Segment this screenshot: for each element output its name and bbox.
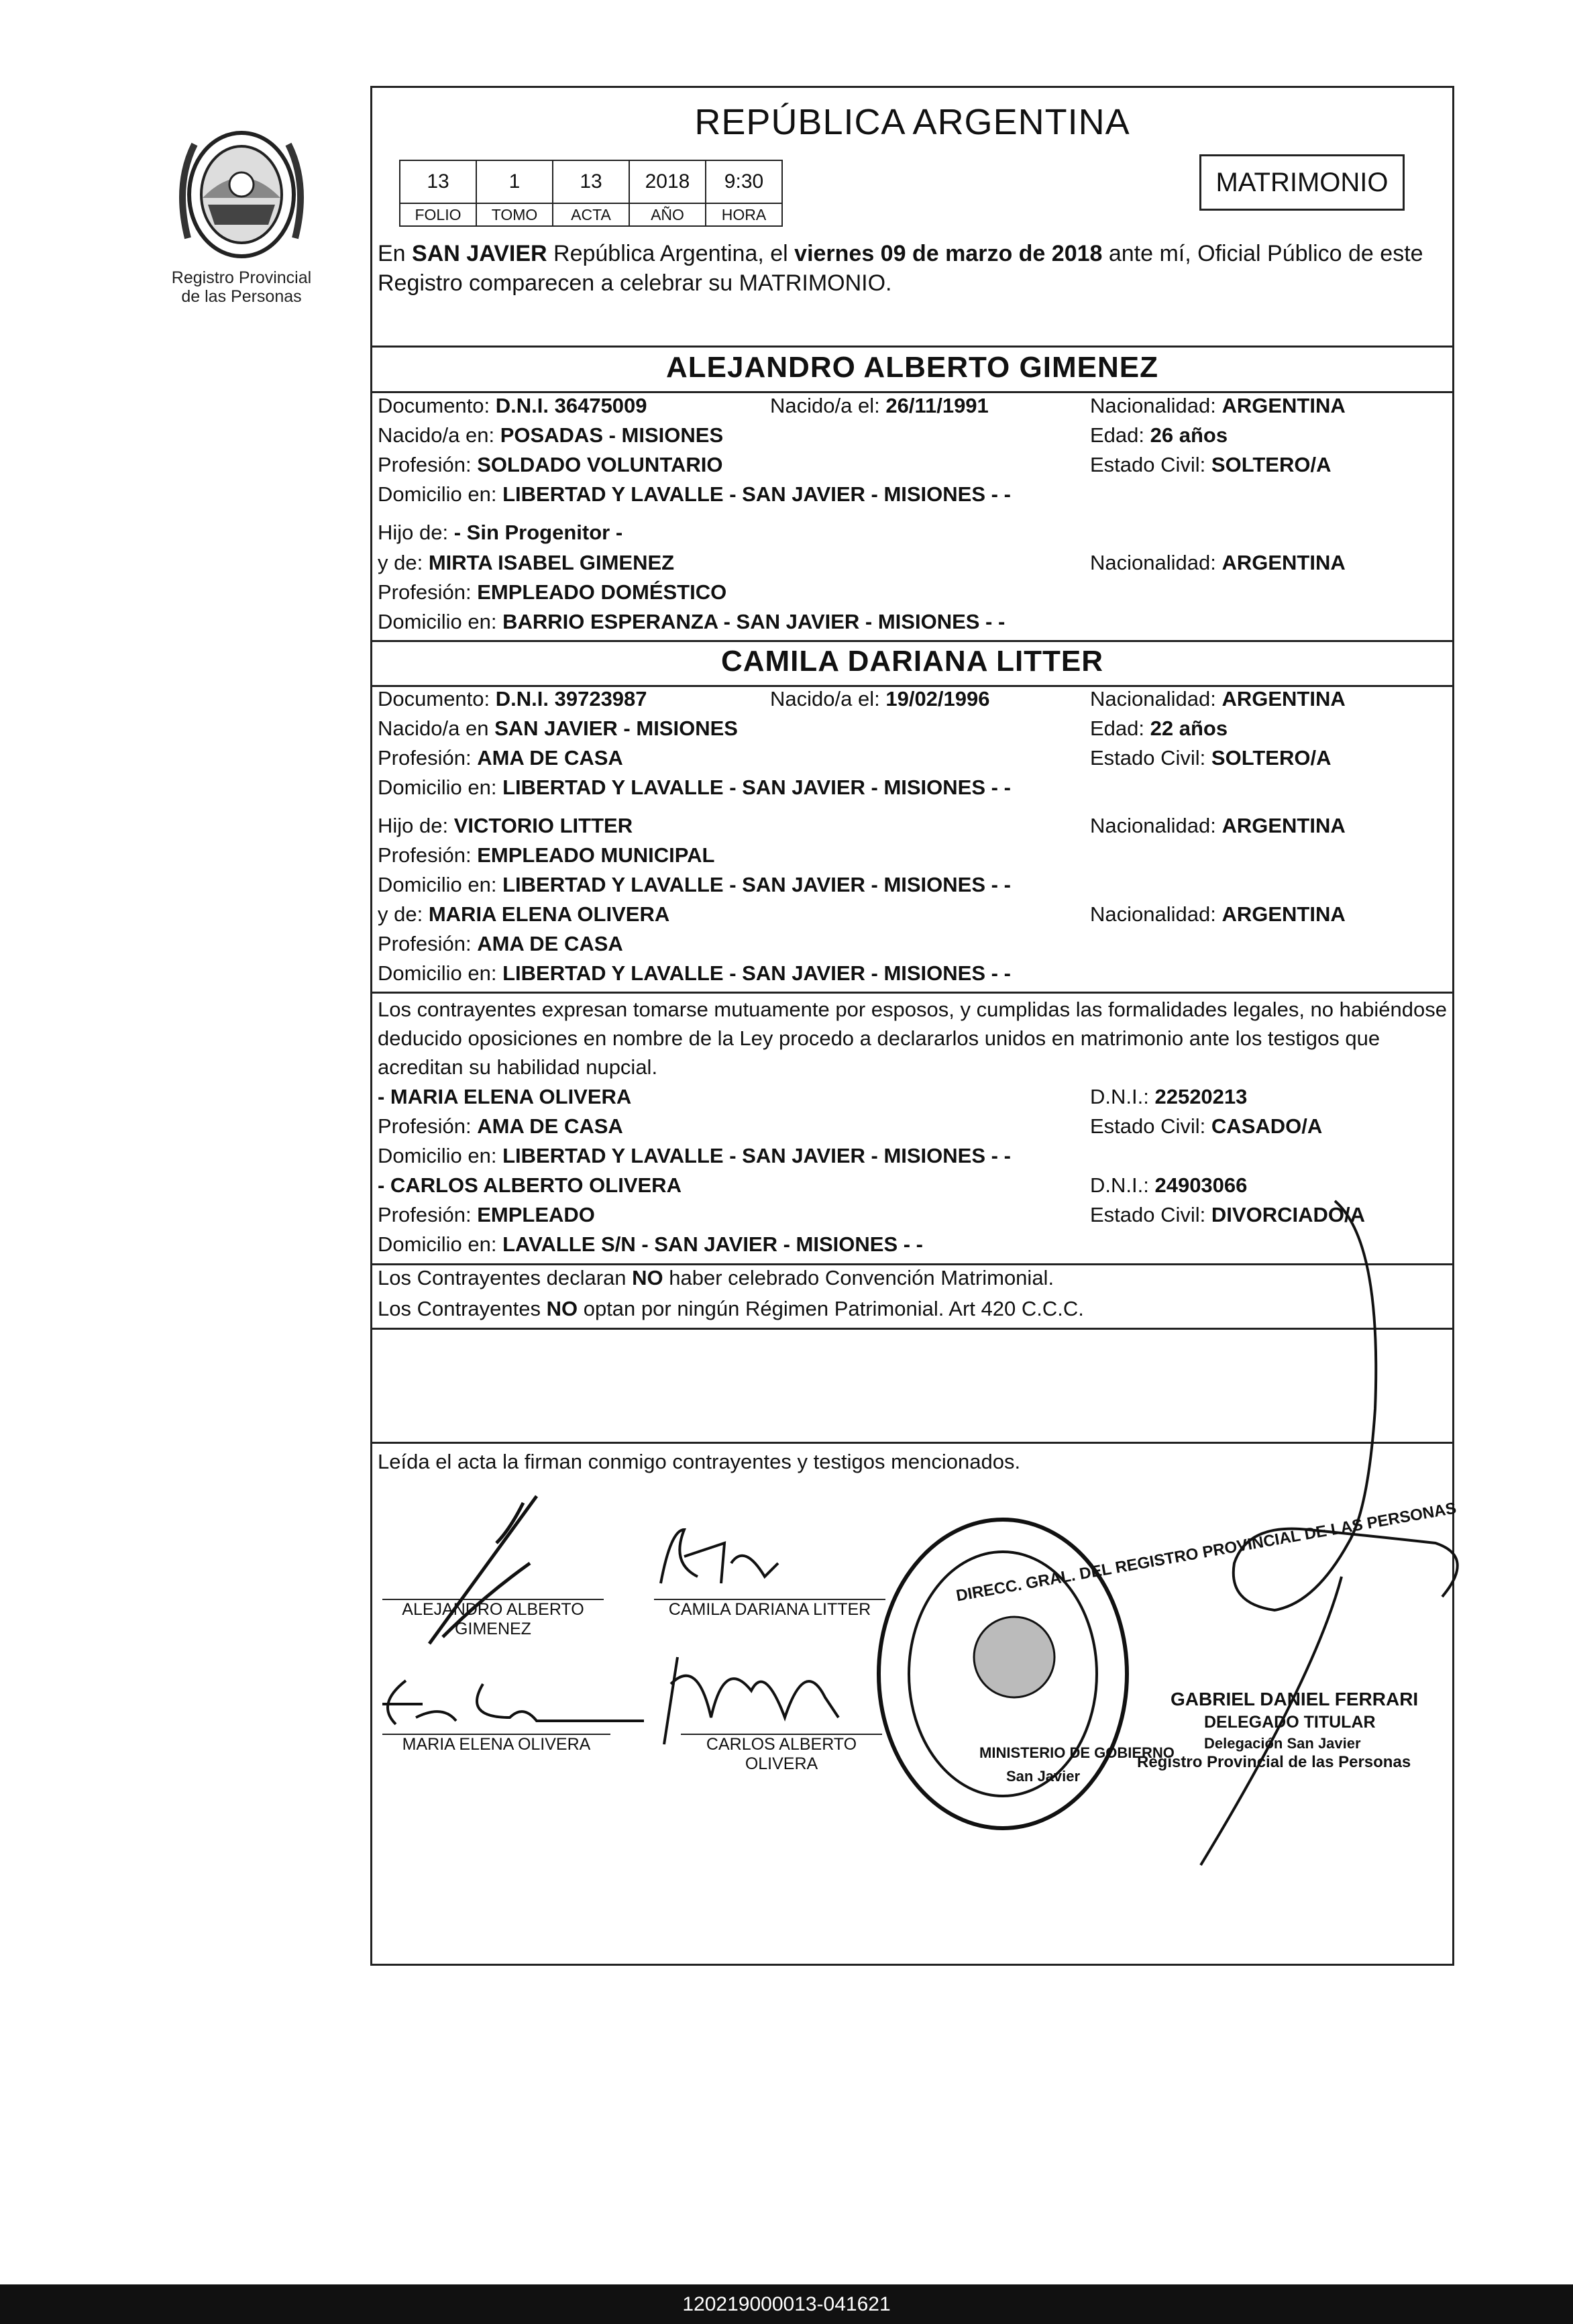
declaration-paragraph: Los contrayentes expresan tomarse mutuamente por esposos, y cumplidas las formalidades legales, no habiéndose deducido oposiciones en nombre de la Ley procedo a declararlos unidos en matrimonio ante los testigos que acreditan su habilidad nupcial.	[378, 998, 1447, 1079]
folio-value: 13	[400, 160, 476, 203]
act-type-box: MATRIMONIO	[1199, 154, 1405, 211]
spouse1-nationality: Nacionalidad: ARGENTINA	[1090, 394, 1346, 417]
witness2-signature-label: CARLOS ALBERTO OLIVERA	[706, 1735, 857, 1773]
spouse2-father-nationality: Nacionalidad: ARGENTINA	[1090, 814, 1346, 837]
anio-label: AÑO	[629, 203, 706, 226]
logo-caption: Registro Provincial de las Personas	[171, 268, 312, 306]
country-title: REPÚBLICA ARGENTINA	[694, 102, 1130, 142]
spouse2-name: CAMILA DARIANA LITTER	[720, 645, 1104, 678]
spouse2-birthplace: Nacido/a en SAN JAVIER - MISIONES	[378, 717, 738, 740]
witness2-name: - CARLOS ALBERTO OLIVERA	[378, 1173, 682, 1197]
witness1-name: - MARIA ELENA OLIVERA	[378, 1085, 632, 1108]
spouse1-mother-nationality: Nacionalidad: ARGENTINA	[1090, 551, 1346, 574]
intro-paragraph: En SAN JAVIER República Argentina, el viernes 09 de marzo de 2018 ante mí, Oficial Público de este Registro comparecen a celebrar su MATRIMONIO.	[378, 241, 1423, 296]
spouse2-mother-profession: Profesión: AMA DE CASA	[378, 932, 623, 955]
spouse1-civil-status: Estado Civil: SOLTERO/A	[1090, 453, 1332, 476]
spouse1-mother-profession: Profesión: EMPLEADO DOMÉSTICO	[378, 580, 727, 604]
spouse2-nationality: Nacionalidad: ARGENTINA	[1090, 687, 1346, 710]
spouse1-profession: Profesión: SOLDADO VOLUNTARIO	[378, 453, 723, 476]
official-office: Delegación San Javier	[1204, 1735, 1361, 1752]
spouse2-birthdate: Nacido/a el: 19/02/1996	[770, 687, 990, 710]
hora-label: HORA	[706, 203, 782, 226]
spouse2-mother-nationality: Nacionalidad: ARGENTINA	[1090, 902, 1346, 926]
witness2-dni: D.N.I.: 24903066	[1090, 1173, 1248, 1197]
spouse1-address: Domicilio en: LIBERTAD Y LAVALLE - SAN JAVIER - MISIONES - -	[378, 482, 1011, 506]
official-name: GABRIEL DANIEL FERRARI	[1171, 1689, 1419, 1709]
anio-value: 2018	[629, 160, 706, 203]
spouse1-name: ALEJANDRO ALBERTO GIMENEZ	[666, 351, 1158, 384]
spouse2-address: Domicilio en: LIBERTAD Y LAVALLE - SAN JAVIER - MISIONES - -	[378, 776, 1011, 799]
spouse1-document: Documento: D.N.I. 36475009	[378, 394, 647, 417]
spouse1-mother-address: Domicilio en: BARRIO ESPERANZA - SAN JAVIER - MISIONES - -	[378, 610, 1006, 633]
witness2-profession: Profesión: EMPLEADO	[378, 1203, 595, 1226]
spouse2-mother: y de: MARIA ELENA OLIVERA	[378, 902, 670, 926]
spouse2-profession: Profesión: AMA DE CASA	[378, 746, 623, 770]
spouse1-mother: y de: MIRTA ISABEL GIMENEZ	[378, 551, 675, 574]
stamp-inner-text: MINISTERIO DE GOBIERNO	[979, 1744, 1175, 1761]
stamp-city: San Javier	[1006, 1768, 1081, 1785]
witness1-profession: Profesión: AMA DE CASA	[378, 1114, 623, 1138]
witness2-civil-status: Estado Civil: DIVORCIADO/A	[1090, 1203, 1365, 1226]
spouse2-signature-label: CAMILA DARIANA LITTER	[668, 1600, 871, 1619]
witness1-signature-label: MARIA ELENA OLIVERA	[402, 1735, 591, 1754]
spouse2-mother-address: Domicilio en: LIBERTAD Y LAVALLE - SAN JAVIER - MISIONES - -	[378, 961, 1011, 985]
marriage-convention-note: Los Contrayentes declaran NO haber celebrado Convención Matrimonial.	[378, 1266, 1054, 1289]
witness2-address: Domicilio en: LAVALLE S/N - SAN JAVIER - MISIONES - -	[378, 1232, 923, 1256]
spouse1-age: Edad: 26 años	[1090, 423, 1228, 447]
spouse1-father: Hijo de: - Sin Progenitor -	[378, 521, 623, 544]
spouse2-father: Hijo de: VICTORIO LITTER	[378, 814, 633, 837]
witness1-address: Domicilio en: LIBERTAD Y LAVALLE - SAN JAVIER - MISIONES - -	[378, 1144, 1011, 1167]
acta-label: ACTA	[553, 203, 629, 226]
document-code-footer: 120219000013-041621	[0, 2284, 1573, 2324]
hora-value: 9:30	[706, 160, 782, 203]
witness1-dni: D.N.I.: 22520213	[1090, 1085, 1248, 1108]
spouse1-signature-label: ALEJANDRO ALBERTO GIMENEZ	[402, 1600, 584, 1638]
spouse2-father-profession: Profesión: EMPLEADO MUNICIPAL	[378, 843, 715, 867]
spouse2-document: Documento: D.N.I. 39723987	[378, 687, 647, 710]
spouse2-civil-status: Estado Civil: SOLTERO/A	[1090, 746, 1332, 770]
acta-value: 13	[553, 160, 629, 203]
spouse2-father-address: Domicilio en: LIBERTAD Y LAVALLE - SAN JAVIER - MISIONES - -	[378, 873, 1011, 896]
spouse2-age: Edad: 22 años	[1090, 717, 1228, 740]
closing-statement: Leída el acta la firman conmigo contrayentes y testigos mencionados.	[378, 1450, 1021, 1473]
folio-label: FOLIO	[400, 203, 476, 226]
witness1-civil-status: Estado Civil: CASADO/A	[1090, 1114, 1323, 1138]
tomo-value: 1	[476, 160, 553, 203]
spouse1-birthplace: Nacido/a en: POSADAS - MISIONES	[378, 423, 724, 447]
official-title: DELEGADO TITULAR	[1204, 1713, 1376, 1732]
spouse1-birthdate: Nacido/a el: 26/11/1991	[770, 394, 989, 417]
tomo-label: TOMO	[476, 203, 553, 226]
official-registry: Registro Provincial de las Personas	[1137, 1753, 1411, 1771]
patrimonial-regime-note: Los Contrayentes NO optan por ningún Régimen Patrimonial. Art 420 C.C.C.	[378, 1297, 1084, 1320]
stamp-outer-text: DIRECC. GRAL. DEL REGISTRO PROVINCIAL DE LAS PERSONAS	[955, 1499, 1458, 1605]
